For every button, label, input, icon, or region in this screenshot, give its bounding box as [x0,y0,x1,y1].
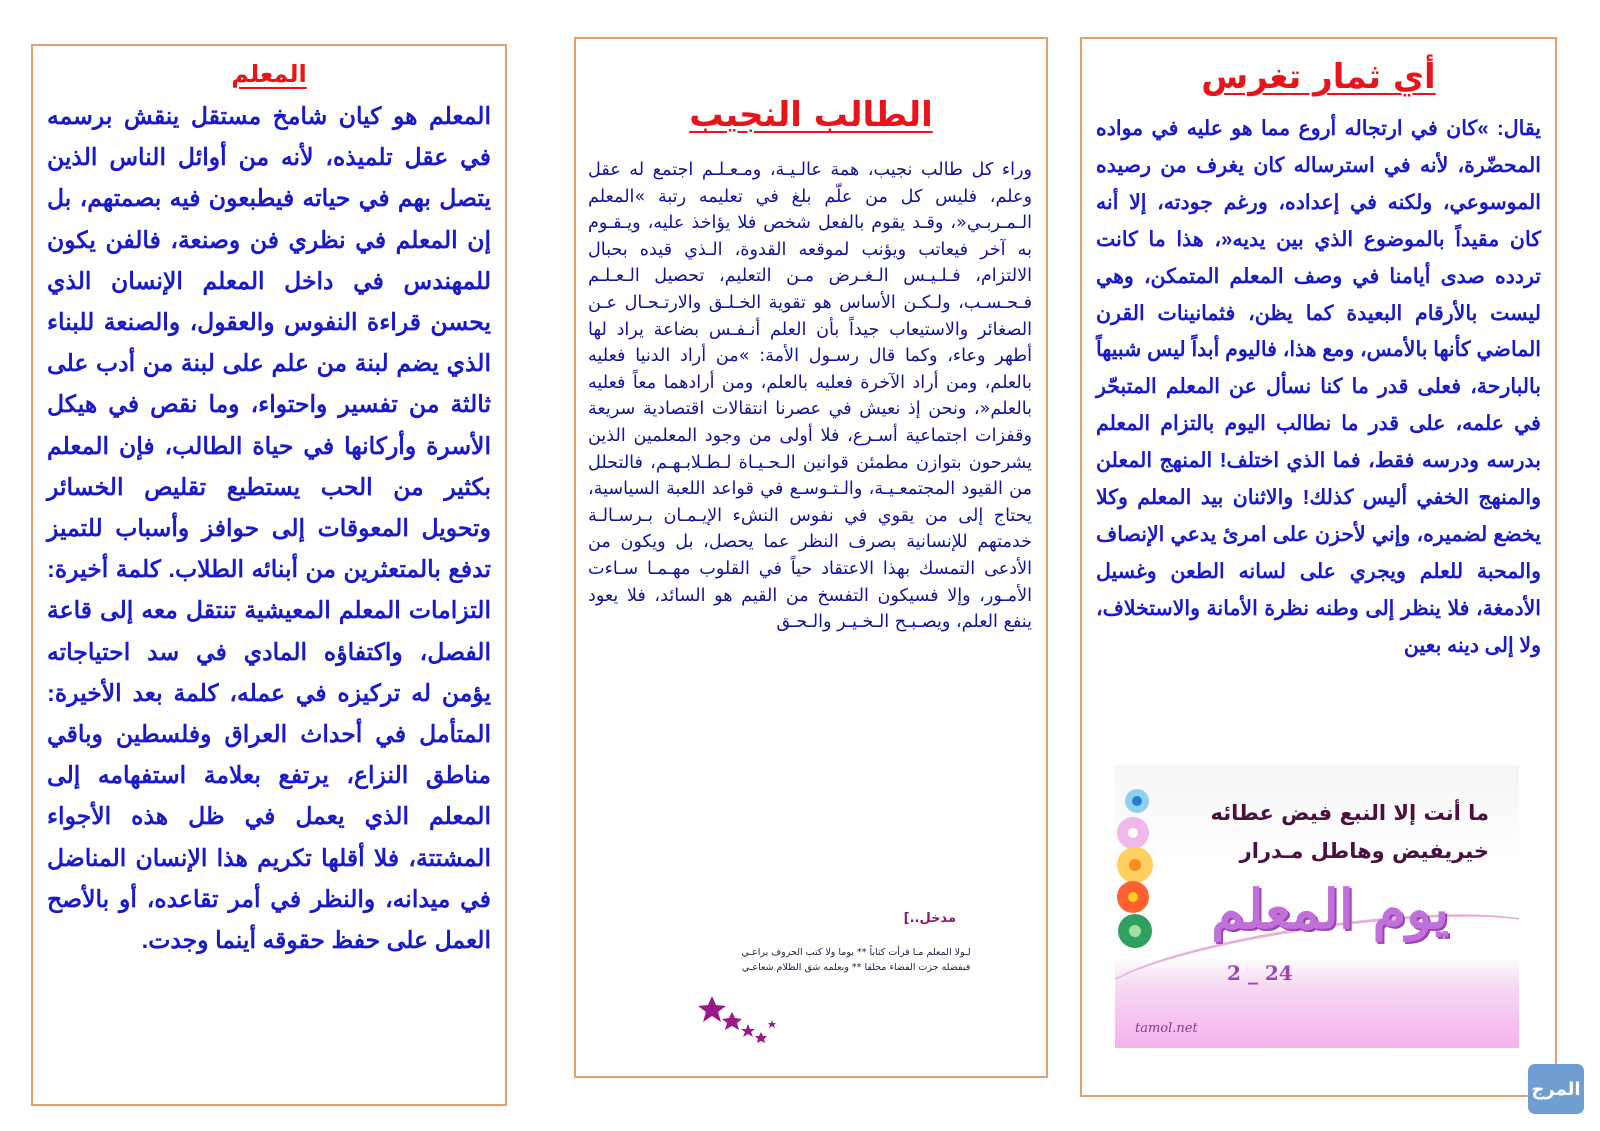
panel-body-gifted-student: وراء كل طالب نجيب، همة عالـيـة، ومـعـلـم اجتمع له عقل وعلم، فليس كل من علّم بلغ في تعليمه رتبة »المعلم الـمـربـي«، وقـد يقوم بالفعل شخص فلا يؤاخذ عليه، ويـقـوم به آخر فيعاتب ويؤنب لموقعه القدوة، الـذي قيده بحبال الالتزام، فـلـيـس الـغـرض مـن التعليم، تحصيل الـعـلـم فـحـسـب، ولـكـن الأساس هو تقوية الخـلـق والارتـحـال عـن الصغائر والاستيعاب جيداً بأن العلم أنـفـس بضاعة يراد لها أطهر وعاء، وكما قال رسـول الأمة: »من أراد الدنيا فعليه بالعلم، ومن أراد الآخرة فعليه بالعلم، ومن أرادهما معاً فعليه بالعلم«، ونحن إذ نعيش في عصرنا انتقالات اقتصادية سريعة وقفزات اجتماعية أسـرع، فلا أولى من وجود المعلمين الذين يشرحون بتوازن مطمئن قوانين الـحـيـاة لـطـلابـهـم، فالتحلل من القيود المجتمعـيـة، والـتـوسـع في قواعد اللعبة السياسية، يحتاج إلى من يقوي في نفوس النشء الإيـمـان بـرسـالـة خدمتهم للإنسانية بصرف النظر عما يحصل، بل ويكون من الأدعى التمسك بهذا الاعتقاد حياً في القلوب مهـمـا سـاءت الأمـور، وإلا فسيكون التفسخ من القيم هو السائد، فلا يعود ينفع العلم، ويصـبـح الـخـيـر والـحـق [588,160,1032,633]
panel-title-gifted-student: الطالب النجيب [689,95,933,135]
panel-what-fruits [1080,37,1557,1097]
teachers-day-banner [1115,765,1519,1048]
banner-headline: يوم المعلم [1211,877,1449,941]
panel-body-what-fruits: يقال: »كان في ارتجاله أروع مما هو عليه في مواده المحضّرة، لأنه في استرساله كان يغرف من رصيده الموسوعي، ولكنه في إعداده، ورغم جودته، إلا أنه كان مقيداً بالموضوع الذي بين يديه«، هذا ما كانت تردده صدى أيامنا في وصف المعلم المتمكن، وهي ليست بالأرقام البعيدة كما يظن، فثمانينات القرن الماضي كأنها بالأمس، ومع هذا، فاليوم أبداً ليس شبيهاً بالبارحة، فعلى قدر ما كنا نسأل عن المعلم المتبحّر في علمه، على قدر ما نطالب اليوم بالتزام المعلم بدرسه ودرسه فقط، فما الذي اختلف! المنهج المعلن والمنهج الخفي أليس كذلك! والاثنان بيد المعلم وكلا يخضع لضميره، وإني لأحزن على امرئ يدعي الإنصاف والمحبة للعلم ويجري على لسانه الطعن وغسيل الأدمغة، فلا ينظر إلى وطنه نظرة الأمانة والاستخلاف، ولا إلى دينه بعين [1096,117,1541,657]
poem-line-1: لـولا المعلم مـا قرأت كتاباً ** يوما ولا كتب الحروف يراعـي [741,947,971,958]
panel-body-teacher: المعلم هو كيان شامخ مستقل ينقش برسمه في عقل تلميذه، لأنه من أوائل الناس الذين يتصل بهم في حياته فيطبعون فيه بصمتهم، بل إن المعلم في نظري فن وصنعة، فالفن يكون للمهندس في داخل المعلم الإنسان الذي يحسن قراءة النفوس والعقول، والصنعة للبناء الذي يضم لبنة من علم على لبنة من أدب على ثالثة من تفسير واحتواء، وما نقص في هيكل الأسرة وأركانها في حياة الطالب، فإن المعلم بكثير من الحب يستطيع تقليص الخسائر وتحويل المعوقات إلى حوافز وأسباب للتميز تدفع بالمتعثرين من أبنائه الطلاب. كلمة أخيرة: التزامات المعلم المعيشية تنتقل معه إلى قاعة الفصل، واكتفاؤه المادي في سد احتياجاته يؤمن له تركيزه في عمله، كلمة بعد الأخيرة: المتأمل في أحداث العراق وفلسطين وباقي مناطق النزاع، يرتفع بعلامة استفهامه إلى المعلم الذي يعمل في ظل هذه الأجواء المشتتة، فلا أقلها تكريم هذا الإنسان المناضل في ميدانه، والنظر في أمر تقاعده، أو بالأصح العمل على حفظ حقوقه أينما وجدت. [47,103,491,954]
banner-verse-line-1: ما أنت إلا النبع فيض عطائه [1210,801,1489,825]
panel-gifted-student [574,37,1048,1078]
panel-title-what-fruits: أي ثمار تغرس [1201,57,1436,97]
panel-teacher [31,44,507,1106]
intro-label: مدخل..] [903,911,956,926]
panel-title-teacher: المعلم [231,60,307,88]
banner-date: 2 _ 24 [1227,961,1293,985]
poem-verse [706,945,1006,975]
site-watermark-logo: المرج [1528,1064,1584,1114]
flowers-decoration-icon [1115,785,1175,955]
banner-verse-line-2: خيريفيض وهاطل مـدرار [1239,839,1489,863]
stars-decoration-icon [698,994,788,1054]
poem-line-2: فبفضله جزت الفضاء محلقا ** وبعلمه شق الظلام شعاعـي [741,962,971,973]
banner-site-credit: tamol.net [1135,1021,1198,1036]
